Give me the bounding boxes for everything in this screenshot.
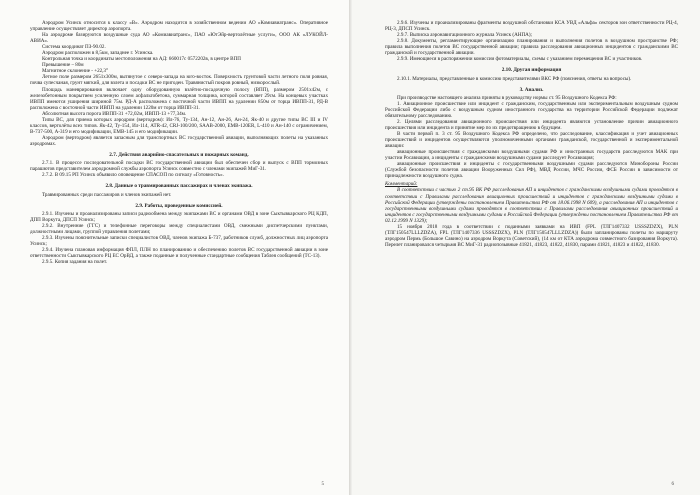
paragraph: 15 ноября 2018 года в соответствии с поданными заявками на ИВП (FPL (ТЛГ1407332 USSSZDZX), PLN (ТЛГ150547LLLZDZA), FPL (ТЛГ1407336 USSSZDZX), PLN (ТЛГ150547LLLZDZA)) были запланированы полеты по маршруту аэродром Пермь (Большое Савино) на аэродром Воркута (Советский), (14 км от КТА аэродрома совместного базирования Воркута). Перелет планировался четырьмя ВС МиГ-31 радиопозывные 41821, 41823, 41822, 41830, парами 41821, 41823 и 41822, 41830. (385, 223, 678, 248)
paragraph: Магнитное склонение - +22,3° (42, 68, 109, 75)
page-number: 5 (321, 482, 324, 487)
paragraph: 2.9.1. Изучены и проанализированы записи радиообмена между экипажами ВС и органами ОВД в зоне Сыктывкарского РЦ КДП, ДПП Воркута, ДПСП Усинск; (30, 210, 328, 223)
paragraph: Превышение – 80м (42, 62, 84, 69)
paragraph: В части первой п. 3 ст. 95 Воздушного Кодекса РФ определено, что расследование, классификация и учет авиационных происшествий и инцидентов осуществляются уполномоченными органами гражданской, государственной и экспериментальной авиации: (385, 131, 678, 150)
paragraph: 2.9.5. Копия задания на полет. (42, 259, 108, 266)
paragraph: авиационные происшествия и инциденты с государственными воздушными судами расследуются Минобороны России (Службой безопасности полетов авиации Вооруженных Сил РФ), МВД России, МЧС России, ФСБ России в зависимости от принадлежности воздушного судна. (385, 161, 678, 180)
book-gutter (349, 0, 352, 495)
commentary-paragraph: В соответствии с частью 2 ст.95 ВК РФ расследования АП и инцидентов с гражданскими воздушными судами проводятся в соответствии с Правилами расследования авиационных происшествий и инцидентов с гражданскими воздушными судами в Российской Федерации (утверждены постановлением Правительства РФ от 18.06.1998 N 609), а расследования АП и инцидентов с государственными воздушными судами проводятся в соответствии с Правилами расследования авиационных происшествий и инцидентов с государственными воздушными судами в Российской Федерации (утверждены постановлением Правительства РФ от 02.12.1999 N 1329); (385, 187, 678, 224)
paragraph: 1. Авиационное происшествие или инцидент с гражданским, государственным или экспериментальным воздушным судном Российской Федерации либо с воздушным судном иностранного государства на территории Российской Федерации подлежат обязательному расследованию. (385, 100, 678, 119)
paragraph: Площадь маневрирования включает одну оборудованную взлётно-посадочную полосу (ВПП), размером 2501х42м, с железобетонным покрытием усиленную слоем асфальтобетона, суммарная толщина, которой составляет 29см. На концевых участках ИВПП имеются уширения шириной 75м. РД-А расположена с восточной части ИВПП на удалении 850м от торца ИВПП-31, РД-В расположена с восточной части ИВПП на удалении 1220м от торца ИВПП-31. (30, 86, 328, 111)
paragraph: Аэродром расположен в 8,5км, западнее г. Усинска. (42, 50, 154, 57)
paragraph: 2. Целями расследования авиационного происшествия или инцидента являются установление причин авиационного происшествия или инцидента и принятие мер по их предотвращению в будущем. (385, 118, 678, 132)
paragraph: Аэродром (вертодром) является запасным для транспортных ВС государственной авиации, выполняющих полеты на указанных аэродромах. (30, 134, 328, 147)
commentary-label: Комментарий: (385, 181, 418, 188)
section-heading: 2.7. Действия аварийно-спасательных и пожарных команд. (109, 151, 249, 158)
section-heading: 2.9. Работы, проведенные комиссией. (135, 202, 223, 209)
right-page (350, 0, 700, 495)
paragraph: Травмированных среди пассажиров и членов экипажей нет. (42, 191, 172, 198)
paragraph: Типы ВС, для приема которых аэродром (вертодром): Ил-76, Ту-134, Ан-12, Ан-26, Ан-24, Як-40 и другие типы ВС III и IV классов, вертолёты всех типов. Як-42, Ту-154, Ил-114, АТR-42, CRJ-100/200, SAAB-2000, EMB-120ER, L-410 и Ан-140 с ограничением, В-737-500, А-319 и его модификации, EMB-145 и его модификации. (30, 116, 328, 135)
section-heading: 3. Анализ. (519, 86, 544, 93)
paragraph: 2.7.2. В 09.15 РП Усинск объявило оповещение СПАСОП по сигналу «Готовность». (42, 172, 224, 179)
paragraph: На аэродроме базируются воздушные суда АО «Комиавиатранс», ПАО «ЮтЭйр-вертолётные услуги», ООО АК «ЛУКОЙЛ-АВИА». (30, 32, 328, 45)
paragraph: 2.9.2. Внутренние (ГГС) и телефонные переговоры между специалистами ОВД, смежными диспетчерскими пунктами, должностными лицами, группой управления полетами; (30, 222, 328, 235)
paragraph: Контрольная точка и координаты местоположения на АД: 660017с 0572202в, в центре ВПП (42, 56, 241, 63)
paragraph: авиационные происшествия с гражданскими воздушными судами РФ и иностранных государств расследуются МАК при участии Росавиации, а инциденты с гражданскими воздушными судами расследует Росавиация; (385, 149, 678, 162)
paragraph: 2.9.8. Документы, регламентирующие организацию планирования и выполнения полетов в воздушном пространстве РФ; правила выполнения полетов ВС государственной авиации; правила расследования авиационных инцидентов с гражданскими ВС гражданской и государственной авиации. (385, 38, 678, 57)
paragraph: Аэродром Усинск относится к классу «В». Аэродром находится в хозяйственном ведении АО «Комиавиатранс». Оперативное управление осуществляет директор аэропорта. (30, 20, 328, 33)
paragraph: 2.9.4. Изучена плановая информация ФПЛ, ПЛН по планированию и обеспечению полетов ВС государственной авиации в зоне ответственности Сыктывкарского РЦ ЕС ОрВД, а также поданные и полученные стандартные сообщения Таблея сообщений (ТС-13). (30, 247, 328, 260)
paragraph: Система координат ПЗ-90.02. (42, 44, 106, 51)
paragraph: 2.10.1. Материалы, представленные в комиссию представителями ВКС РФ (пояснения, ответы на вопросы). (397, 75, 632, 82)
paragraph: Летное поле размером 2651х300м, вытянутое с северо-запада на юго-восток. Поверхность грунтовой части летного поля ровная, почва супесчаная, грунт мягкий, для взлета и посадки ВС не пригоден. Травянистый покров ровный, низкорослый. (30, 74, 328, 87)
paragraph: При производстве настоящего анализа приняты в руководству нормы ст. 95 Воздушного Кодекса РФ: (397, 94, 617, 101)
page-number: 6 (671, 482, 674, 487)
paragraph: 2.7.1. В процессе последовательной посадки ВС государственной авиации был обеспечен сбор и выпуск с ВПП тормозных парашютов представителем аэродромной службы аэропорта Усинск совместно с членами экипажей МиГ-31. (30, 160, 328, 173)
paragraph: 2.9.6. Изучены и проанализированы фрагменты воздушной обстановки КСА УВД «Альфа» секторов зон ответственности РЦ-4, РЦ-3, ДПСП Усинск. (385, 20, 678, 33)
paragraph: 2.9.9. Имеющиеся в распоряжении комиссии фотоматериалы, схемы с указанием перемещения ВС и участников. (397, 56, 643, 63)
paragraph: 2.9.3. Изучены пояснительные записки специалистов ОВД, членов экипажа Б-737, работников служб, должностных лиц аэропорта Усинск; (30, 234, 328, 248)
section-heading: 2.8. Данные о травмированных пассажирах и членах экипажа. (105, 183, 253, 190)
section-heading: 2.10. Другая информация (501, 67, 562, 74)
paragraph: Абсолютная высота порога ИВПП-31 +72,02м, ИВПП-13 +77,34м. (42, 110, 187, 117)
paragraph: 2.9.7. Выписка аэронавигационного журнала Усинск (АНПА); (397, 32, 532, 39)
